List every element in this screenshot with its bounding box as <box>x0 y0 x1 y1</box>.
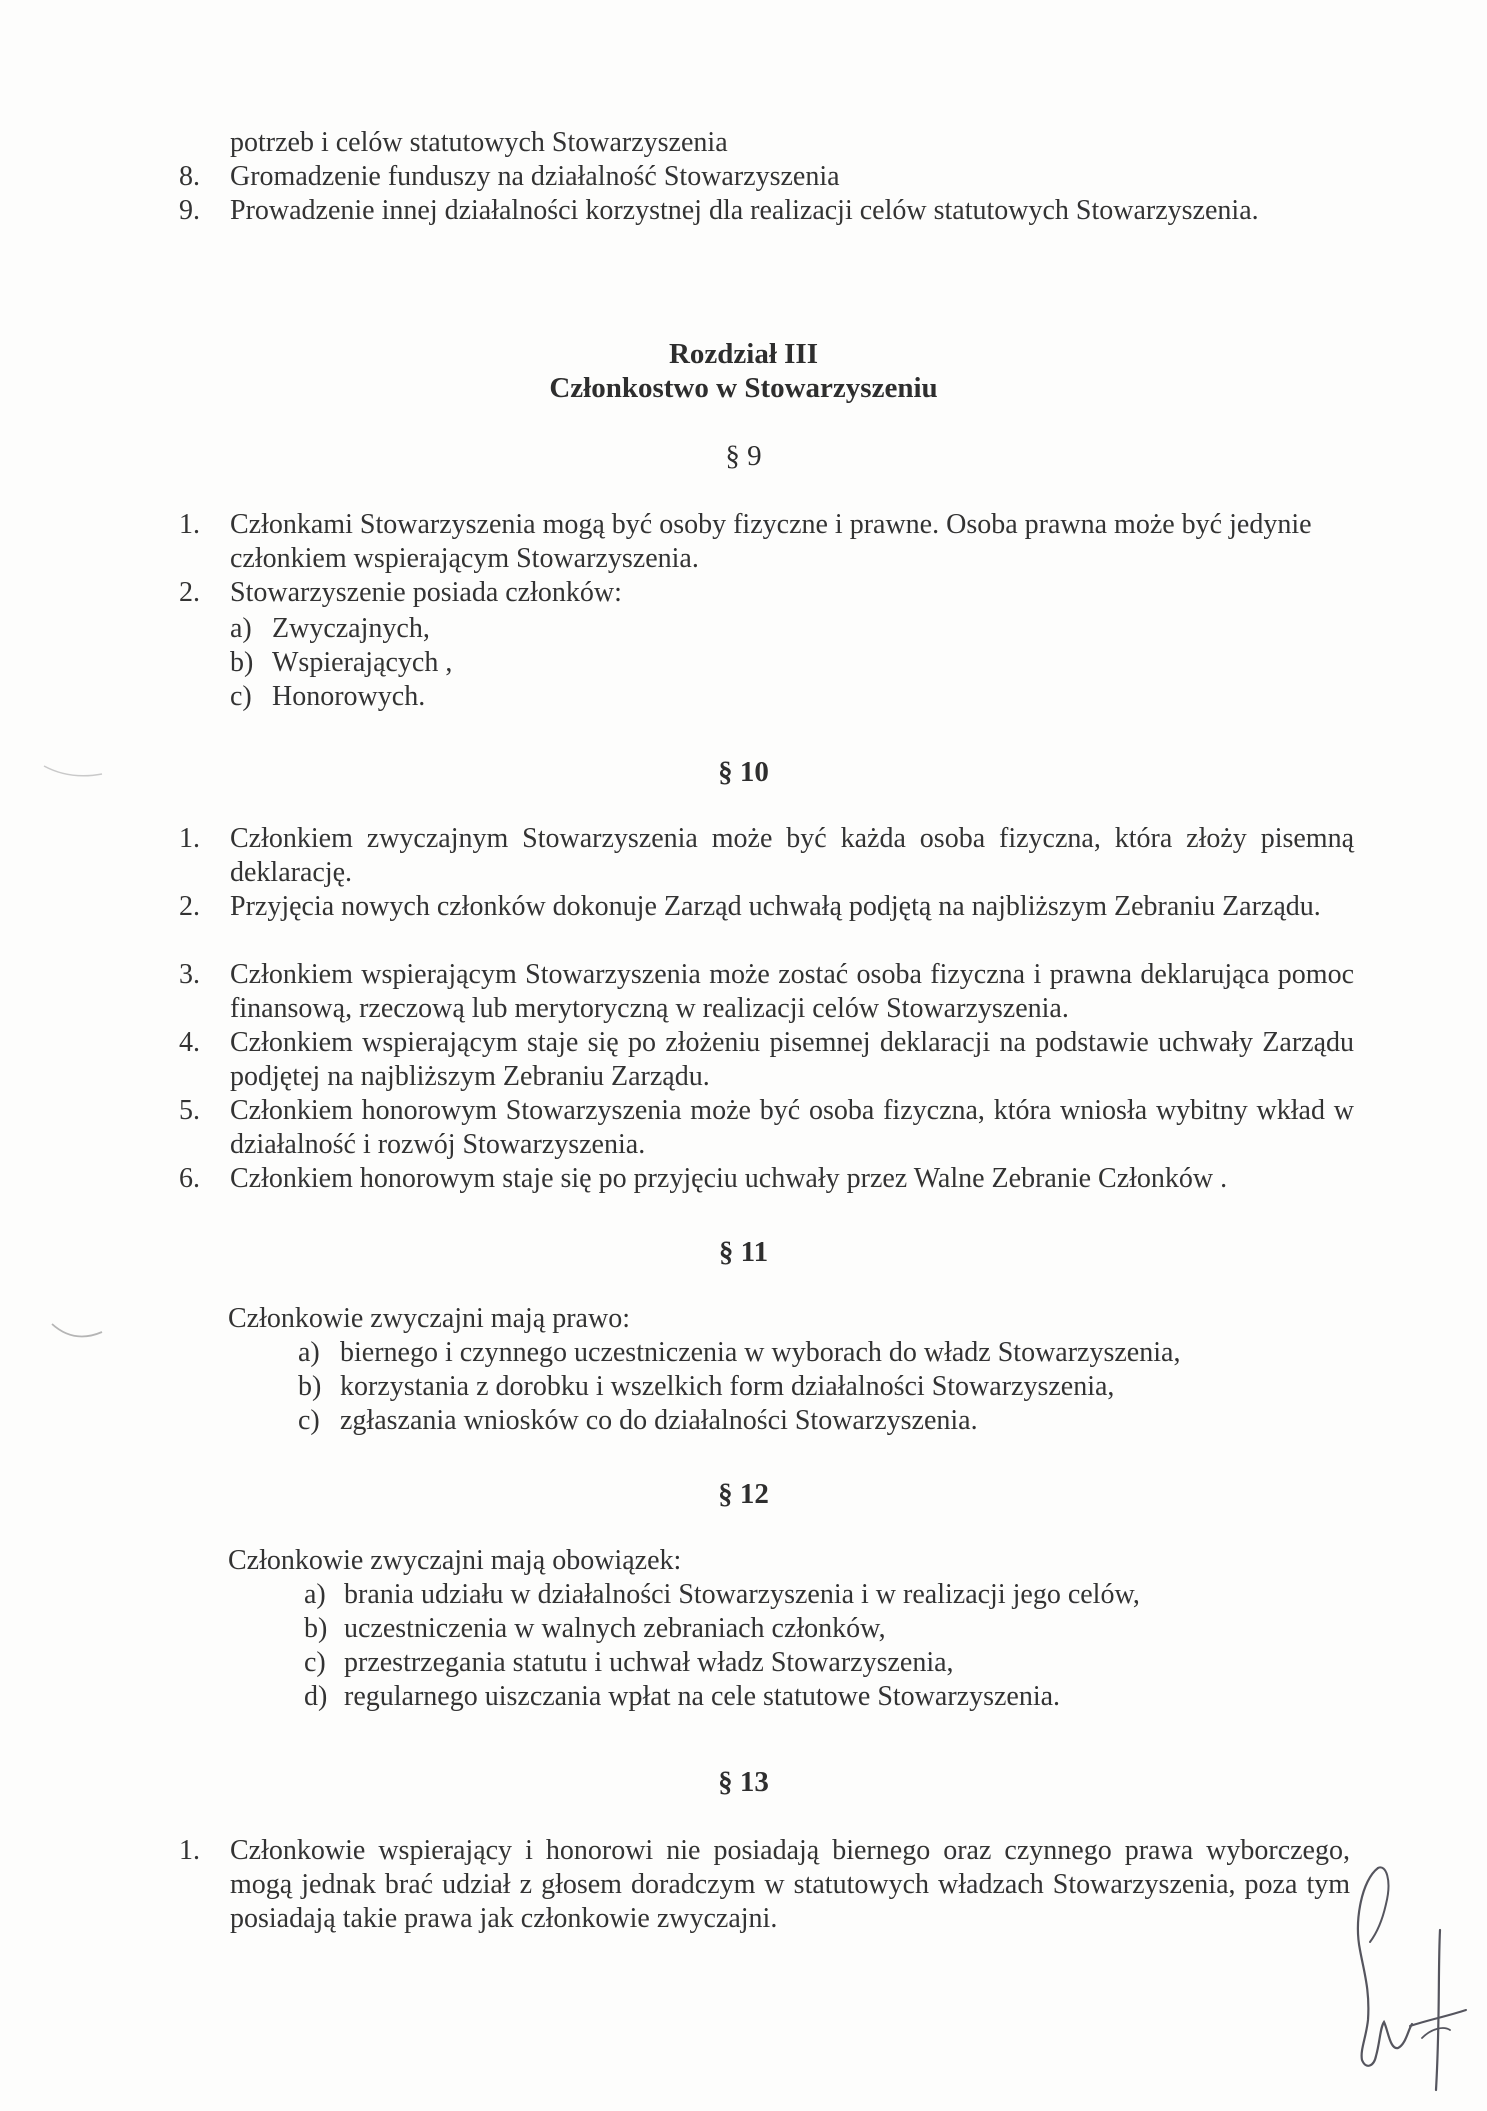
sub-item: zgłaszania wniosków co do działalności Stowarzyszenia. <box>340 1405 978 1436</box>
sub-item-label: d) <box>304 1681 328 1712</box>
sub-item: uczestniczenia w walnych zebraniach członków, <box>344 1613 886 1644</box>
list-item: Przyjęcia nowych członków dokonuje Zarząd uchwałą podjętą na najbliższym Zebraniu Zarządu. <box>230 891 1321 922</box>
section-heading: § 9 <box>725 440 762 472</box>
sub-item-label: b) <box>298 1371 322 1402</box>
list-item: Członkiem wspierającym staje się po złożeniu pisemnej deklaracji na podstawie uchwały Zarządu podjętej na najbliższym Zebraniu Zarządu. <box>230 1027 1354 1092</box>
item-number: 5. <box>179 1095 200 1126</box>
section-heading: § 10 <box>718 756 769 788</box>
sub-item-label: c) <box>298 1405 320 1436</box>
handwritten-initials <box>1340 1860 1470 2100</box>
sub-item-label: a) <box>304 1579 326 1610</box>
section-intro: Członkowie zwyczajni mają obowiązek: <box>228 1545 682 1576</box>
sub-item-label: b) <box>230 647 254 678</box>
item-number: 1. <box>179 1835 200 1866</box>
sub-item-label: a) <box>298 1337 320 1368</box>
sub-item-label: c) <box>230 681 252 712</box>
sub-item: Honorowych. <box>272 681 426 712</box>
section-heading: § 12 <box>718 1478 769 1510</box>
item-number: 2. <box>179 891 200 922</box>
chapter-subtitle: Członkostwo w Stowarzyszeniu <box>549 372 938 404</box>
item-number: 3. <box>179 959 200 990</box>
sub-item-label: a) <box>230 613 252 644</box>
list-item: Gromadzenie funduszy na działalność Stowarzyszenia <box>230 161 840 192</box>
item-number: 2. <box>179 577 200 608</box>
sub-item: Zwyczajnych, <box>272 613 430 644</box>
list-item: Członkami Stowarzyszenia mogą być osoby fizyczne i prawne. Osoba prawna może być jedynie członkiem wspierającym Stowarzyszenia. <box>230 509 1312 574</box>
list-item: Członkiem wspierającym Stowarzyszenia może zostać osoba fizyczna i prawna deklarująca pomoc finansową, rzeczową lub merytoryczną w realizacji celów Stowarzyszenia. <box>230 959 1354 1024</box>
item-number: 1. <box>179 509 200 540</box>
continuation-line: potrzeb i celów statutowych Stowarzyszenia <box>230 127 728 158</box>
item-number: 1. <box>179 823 200 854</box>
item-number: 4. <box>179 1027 200 1058</box>
section-heading: § 11 <box>718 1236 769 1268</box>
sub-item: korzystania z dorobku i wszelkich form działalności Stowarzyszenia, <box>340 1371 1115 1402</box>
list-item: Członkiem honorowym staje się po przyjęciu uchwały przez Walne Zebranie Członków . <box>230 1163 1228 1194</box>
sub-item-label: c) <box>304 1647 326 1678</box>
list-item: Członkowie wspierający i honorowi nie posiadają biernego oraz czynnego prawa wyborczego, mogą jednak brać udział z głosem doradczym w statutowych władzach Stowarzyszenia, poza tym posiadają takie prawa jak członkowie zwyczajni. <box>230 1835 1350 1934</box>
sub-item: regularnego uiszczania wpłat na cele statutowe Stowarzyszenia. <box>344 1681 1061 1712</box>
punch-hole-mark <box>48 1320 108 1350</box>
chapter-title: Rozdział III <box>668 338 819 370</box>
sub-item: biernego i czynnego uczestniczenia w wyborach do władz Stowarzyszenia, <box>340 1337 1181 1368</box>
sub-item: brania udziału w działalności Stowarzyszenia i w realizacji jego celów, <box>344 1579 1140 1610</box>
sub-item: przestrzegania statutu i uchwał władz Stowarzyszenia, <box>344 1647 954 1678</box>
sub-item: Wspierających , <box>272 647 453 678</box>
list-item: Prowadzenie innej działalności korzystnej dla realizacji celów statutowych Stowarzyszenia. <box>230 195 1259 226</box>
list-item: Stowarzyszenie posiada członków: <box>230 577 622 608</box>
item-number: 8. <box>179 161 200 192</box>
item-number: 9. <box>179 195 200 226</box>
list-item: Członkiem honorowym Stowarzyszenia może być osoba fizyczna, która wniosła wybitny wkład w działalność i rozwój Stowarzyszenia. <box>230 1095 1354 1160</box>
section-heading: § 13 <box>718 1766 769 1798</box>
item-number: 6. <box>179 1163 200 1194</box>
sub-item-label: b) <box>304 1613 328 1644</box>
list-item: Członkiem zwyczajnym Stowarzyszenia może być każda osoba fizyczna, która złoży pisemną deklarację. <box>230 823 1354 888</box>
section-intro: Członkowie zwyczajni mają prawo: <box>228 1303 630 1334</box>
